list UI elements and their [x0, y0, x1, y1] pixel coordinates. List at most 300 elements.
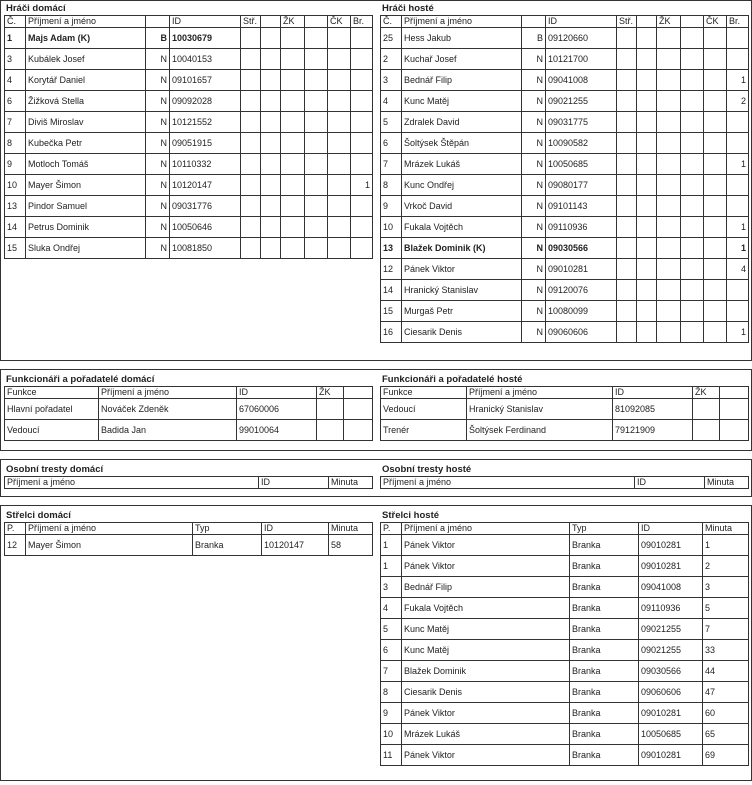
official-id: 79121909 — [613, 420, 693, 441]
substitution-cell — [241, 238, 261, 259]
substitution-cell — [617, 196, 637, 217]
yellow-card-cell — [305, 112, 328, 133]
player-row — [381, 280, 749, 301]
substitution-cell — [241, 70, 261, 91]
player-name: Hranický Stanislav — [402, 280, 522, 301]
column-header: Příjmení a jméno — [26, 523, 193, 535]
substitution-cell — [637, 112, 657, 133]
scorer-id: 09010281 — [639, 535, 703, 556]
player-number: 10 — [381, 217, 402, 238]
player-name: Korytář Daniel — [26, 70, 146, 91]
player-position: N — [522, 112, 546, 133]
scorer-name: Bednář Filip — [402, 577, 570, 598]
official-role: Hlavní pořadatel — [5, 399, 99, 420]
home-officials-panel — [4, 372, 372, 441]
scorer-id: 09060606 — [639, 682, 703, 703]
yellow-card-cell — [693, 420, 720, 441]
column-header: ID — [639, 523, 703, 535]
home-scorers-title: Střelci domácí — [6, 510, 71, 521]
red-card-cell — [704, 91, 727, 112]
away-players-panel — [380, 1, 748, 343]
player-number: 25 — [381, 28, 402, 49]
scorer-name: Pánek Viktor — [402, 556, 570, 577]
home-penalties-panel — [4, 462, 372, 489]
table-header-row — [5, 477, 373, 489]
red-card-cell — [704, 280, 727, 301]
player-name: Petrus Dominik — [26, 217, 146, 238]
player-name: Zdralek David — [402, 112, 522, 133]
home-players-table — [4, 15, 373, 259]
substitution-cell — [617, 238, 637, 259]
scorer-id: 09010281 — [639, 556, 703, 577]
substitution-cell — [637, 217, 657, 238]
player-name: Hess Jakub — [402, 28, 522, 49]
player-position: N — [522, 49, 546, 70]
player-row — [5, 196, 373, 217]
player-number: 4 — [5, 70, 26, 91]
away-officials-title: Funkcionáři a pořadatelé hosté — [382, 374, 523, 385]
player-number: 13 — [5, 196, 26, 217]
substitution-cell — [617, 133, 637, 154]
substitution-cell — [637, 280, 657, 301]
substitution-cell — [637, 154, 657, 175]
yellow-card-cell — [305, 154, 328, 175]
goals-cell: 1 — [727, 154, 749, 175]
table-header-row — [381, 477, 749, 489]
substitution-cell — [637, 301, 657, 322]
scorer-order: 1 — [381, 535, 402, 556]
column-header: ID — [259, 477, 329, 489]
substitution-cell — [617, 112, 637, 133]
home-penalties-table — [4, 476, 373, 489]
substitution-cell — [617, 259, 637, 280]
yellow-card-cell — [681, 196, 704, 217]
red-card-cell — [328, 175, 351, 196]
red-card-cell — [328, 49, 351, 70]
red-card-cell — [328, 112, 351, 133]
player-number: 15 — [381, 301, 402, 322]
substitution-cell — [241, 112, 261, 133]
substitution-cell — [241, 196, 261, 217]
player-id: 09101143 — [546, 196, 617, 217]
away-penalties-table — [380, 476, 749, 489]
yellow-card-cell — [681, 322, 704, 343]
player-name: Kubečka Petr — [26, 133, 146, 154]
scorer-minute: 58 — [329, 535, 373, 556]
player-number: 6 — [5, 91, 26, 112]
player-name: Kuchař Josef — [402, 49, 522, 70]
scorer-id: 09021255 — [639, 619, 703, 640]
player-name: Diviš Miroslav — [26, 112, 146, 133]
substitution-cell — [261, 28, 281, 49]
player-row — [381, 91, 749, 112]
player-id: 09021255 — [546, 91, 617, 112]
scorer-row — [381, 535, 749, 556]
goals-cell — [351, 70, 373, 91]
red-card-cell — [328, 91, 351, 112]
player-name: Ciesarik Denis — [402, 322, 522, 343]
yellow-card-cell — [657, 112, 681, 133]
scorer-row — [381, 661, 749, 682]
substitution-cell — [261, 70, 281, 91]
red-card-cell — [704, 49, 727, 70]
yellow-card-cell — [657, 238, 681, 259]
yellow-card-cell — [657, 196, 681, 217]
player-number: 14 — [5, 217, 26, 238]
scorer-row — [381, 703, 749, 724]
away-players-table — [380, 15, 749, 343]
substitution-cell — [617, 301, 637, 322]
substitution-cell — [617, 70, 637, 91]
scorer-minute: 5 — [703, 598, 749, 619]
substitution-cell — [637, 133, 657, 154]
column-header: ČK — [704, 16, 727, 28]
scorer-order: 12 — [5, 535, 26, 556]
yellow-card-cell — [281, 28, 305, 49]
player-row — [5, 238, 373, 259]
substitution-cell — [241, 49, 261, 70]
scorer-id: 09041008 — [639, 577, 703, 598]
player-name: Fukala Vojtěch — [402, 217, 522, 238]
yellow-card-cell — [681, 91, 704, 112]
player-id: 10121700 — [546, 49, 617, 70]
substitution-cell — [617, 322, 637, 343]
scorer-row — [381, 598, 749, 619]
yellow-card-cell — [281, 49, 305, 70]
yellow-card-cell — [305, 91, 328, 112]
player-position: N — [522, 238, 546, 259]
away-penalties-panel — [380, 462, 748, 489]
substitution-cell — [637, 259, 657, 280]
column-header — [146, 16, 170, 28]
scorer-row — [381, 577, 749, 598]
player-id: 09010281 — [546, 259, 617, 280]
official-row — [381, 420, 749, 441]
player-number: 8 — [381, 175, 402, 196]
substitution-cell — [261, 154, 281, 175]
player-position: N — [522, 259, 546, 280]
scorers-section — [0, 505, 752, 781]
substitution-cell — [241, 28, 261, 49]
red-card-cell — [704, 259, 727, 280]
column-header: ID — [237, 387, 317, 399]
red-card-cell — [704, 217, 727, 238]
red-card-cell — [704, 196, 727, 217]
scorer-type: Branka — [570, 598, 639, 619]
column-header: Minuta — [703, 523, 749, 535]
away-scorers-panel — [380, 508, 748, 766]
player-row — [381, 70, 749, 91]
red-card-cell — [328, 28, 351, 49]
scorer-id: 09010281 — [639, 745, 703, 766]
red-card-cell — [704, 70, 727, 91]
column-header: Typ — [570, 523, 639, 535]
player-row — [5, 28, 373, 49]
column-header: Příjmení a jméno — [99, 387, 237, 399]
substitution-cell — [637, 49, 657, 70]
column-header: Příjmení a jméno — [5, 477, 259, 489]
player-number: 15 — [5, 238, 26, 259]
home-players-panel — [4, 1, 372, 259]
scorer-order: 11 — [381, 745, 402, 766]
player-id: 09041008 — [546, 70, 617, 91]
table-header-row — [381, 16, 749, 28]
scorer-type: Branka — [570, 703, 639, 724]
player-position: N — [522, 91, 546, 112]
substitution-cell — [241, 133, 261, 154]
substitution-cell — [261, 49, 281, 70]
player-name: Žižková Stella — [26, 91, 146, 112]
substitution-cell — [637, 196, 657, 217]
home-officials-title: Funkcionáři a pořadatelé domácí — [6, 374, 155, 385]
scorer-order: 4 — [381, 598, 402, 619]
home-scorers-table — [4, 522, 373, 556]
scorer-minute: 3 — [703, 577, 749, 598]
official-id: 81092085 — [613, 399, 693, 420]
substitution-cell — [261, 175, 281, 196]
red-card-cell — [704, 112, 727, 133]
player-id: 09110936 — [546, 217, 617, 238]
yellow-card-cell — [681, 28, 704, 49]
yellow-card-cell — [305, 238, 328, 259]
substitution-cell — [261, 112, 281, 133]
player-name: Mayer Šimon — [26, 175, 146, 196]
yellow-card-cell — [281, 217, 305, 238]
column-header: Stř. — [241, 16, 261, 28]
official-id: 67060006 — [237, 399, 317, 420]
player-number: 13 — [381, 238, 402, 259]
yellow-card-cell — [657, 70, 681, 91]
scorer-order: 10 — [381, 724, 402, 745]
substitution-cell — [261, 133, 281, 154]
player-name: Pánek Viktor — [402, 259, 522, 280]
column-header: ŽK — [281, 16, 305, 28]
yellow-card-cell — [693, 399, 720, 420]
table-header-row — [5, 387, 373, 399]
player-position: N — [522, 322, 546, 343]
scorer-name: Kunc Matěj — [402, 640, 570, 661]
scorer-id: 10120147 — [262, 535, 329, 556]
scorer-minute: 44 — [703, 661, 749, 682]
yellow-card-cell — [681, 301, 704, 322]
scorer-type: Branka — [570, 724, 639, 745]
scorer-row — [381, 640, 749, 661]
player-id: 09120076 — [546, 280, 617, 301]
player-position: N — [522, 280, 546, 301]
goals-cell — [351, 133, 373, 154]
goals-cell — [351, 154, 373, 175]
yellow-card-cell — [281, 175, 305, 196]
substitution-cell — [241, 217, 261, 238]
substitution-cell — [617, 49, 637, 70]
red-card-cell — [704, 238, 727, 259]
column-header: Br. — [727, 16, 749, 28]
scorer-name: Pánek Viktor — [402, 745, 570, 766]
column-header: Příjmení a jméno — [402, 523, 570, 535]
substitution-cell — [637, 322, 657, 343]
away-officials-panel — [380, 372, 748, 441]
yellow-card-cell — [681, 280, 704, 301]
scorer-minute: 65 — [703, 724, 749, 745]
yellow-card-cell — [657, 259, 681, 280]
yellow-card-cell — [657, 322, 681, 343]
player-name: Kubálek Josef — [26, 49, 146, 70]
players-section — [0, 0, 752, 361]
player-name: Blažek Dominik (K) — [402, 238, 522, 259]
player-number: 1 — [5, 28, 26, 49]
red-card-cell — [328, 238, 351, 259]
scorer-type: Branka — [570, 619, 639, 640]
goals-cell — [351, 28, 373, 49]
yellow-card-cell — [281, 196, 305, 217]
column-header: ID — [613, 387, 693, 399]
player-row — [381, 154, 749, 175]
home-players-title: Hráči domácí — [6, 3, 66, 14]
player-row — [5, 70, 373, 91]
player-id: 09060606 — [546, 322, 617, 343]
player-id: 10110332 — [170, 154, 241, 175]
yellow-card-cell — [305, 133, 328, 154]
player-number: 6 — [381, 133, 402, 154]
yellow-card-cell — [305, 28, 328, 49]
yellow-card-cell — [720, 399, 749, 420]
column-header: Funkce — [381, 387, 467, 399]
column-header — [261, 16, 281, 28]
column-header — [681, 16, 704, 28]
player-position: N — [522, 154, 546, 175]
goals-cell: 1 — [351, 175, 373, 196]
column-header: ID — [262, 523, 329, 535]
scorer-id: 09010281 — [639, 703, 703, 724]
column-header: Příjmení a jméno — [381, 477, 635, 489]
yellow-card-cell — [657, 154, 681, 175]
away-scorers-table — [380, 522, 749, 766]
player-number: 9 — [5, 154, 26, 175]
column-header: ID — [546, 16, 617, 28]
substitution-cell — [241, 91, 261, 112]
player-id: 09031776 — [170, 196, 241, 217]
scorer-id: 09021255 — [639, 640, 703, 661]
player-id: 10080099 — [546, 301, 617, 322]
column-header — [305, 16, 328, 28]
player-id: 10121552 — [170, 112, 241, 133]
substitution-cell — [637, 238, 657, 259]
red-card-cell — [328, 196, 351, 217]
player-row — [381, 238, 749, 259]
column-header: P. — [381, 523, 402, 535]
yellow-card-cell — [681, 259, 704, 280]
scorer-minute: 7 — [703, 619, 749, 640]
goals-cell — [727, 301, 749, 322]
player-id: 09092028 — [170, 91, 241, 112]
scorer-row — [381, 556, 749, 577]
scorer-type: Branka — [570, 661, 639, 682]
column-header: Minuta — [705, 477, 749, 489]
official-role: Vedoucí — [381, 399, 467, 420]
goals-cell — [351, 238, 373, 259]
player-number: 8 — [5, 133, 26, 154]
yellow-card-cell — [681, 154, 704, 175]
scorer-type: Branka — [570, 640, 639, 661]
home-scorers-panel — [4, 508, 372, 556]
player-position: N — [146, 91, 170, 112]
player-name: Kunc Ondřej — [402, 175, 522, 196]
scorer-order: 6 — [381, 640, 402, 661]
yellow-card-cell — [720, 420, 749, 441]
scorer-id: 09110936 — [639, 598, 703, 619]
column-header: Příjmení a jméno — [26, 16, 146, 28]
column-header: ŽK — [317, 387, 344, 399]
player-position: N — [522, 217, 546, 238]
player-position: N — [146, 154, 170, 175]
player-row — [5, 91, 373, 112]
player-row — [5, 217, 373, 238]
yellow-card-cell — [657, 133, 681, 154]
goals-cell — [727, 280, 749, 301]
scorer-row — [5, 535, 373, 556]
scorer-minute: 69 — [703, 745, 749, 766]
yellow-card-cell — [305, 49, 328, 70]
scorer-type: Branka — [570, 745, 639, 766]
player-number: 16 — [381, 322, 402, 343]
goals-cell — [727, 133, 749, 154]
player-position: B — [146, 28, 170, 49]
yellow-card-cell — [657, 280, 681, 301]
goals-cell: 1 — [727, 217, 749, 238]
red-card-cell — [704, 175, 727, 196]
yellow-card-cell — [681, 49, 704, 70]
away-officials-table — [380, 386, 749, 441]
column-header: Stř. — [617, 16, 637, 28]
yellow-card-cell — [681, 217, 704, 238]
player-position: N — [522, 175, 546, 196]
red-card-cell — [328, 70, 351, 91]
player-position: N — [146, 217, 170, 238]
goals-cell — [351, 49, 373, 70]
column-header — [522, 16, 546, 28]
column-header: Minuta — [329, 477, 373, 489]
player-position: N — [146, 112, 170, 133]
yellow-card-cell — [305, 217, 328, 238]
penalties-section — [0, 459, 752, 497]
substitution-cell — [241, 175, 261, 196]
player-id: 09051915 — [170, 133, 241, 154]
yellow-card-cell — [305, 196, 328, 217]
player-id: 09031775 — [546, 112, 617, 133]
yellow-card-cell — [681, 238, 704, 259]
home-officials-table — [4, 386, 373, 441]
player-id: 10030679 — [170, 28, 241, 49]
goals-cell — [727, 28, 749, 49]
yellow-card-cell — [281, 154, 305, 175]
player-name: Šoltýsek Štěpán — [402, 133, 522, 154]
goals-cell: 1 — [727, 322, 749, 343]
column-header — [720, 387, 749, 399]
scorer-name: Fukala Vojtěch — [402, 598, 570, 619]
away-scorers-title: Střelci hosté — [382, 510, 440, 521]
player-number: 12 — [381, 259, 402, 280]
player-number: 5 — [381, 112, 402, 133]
player-name: Murgaš Petr — [402, 301, 522, 322]
player-id: 09120660 — [546, 28, 617, 49]
player-id: 10050646 — [170, 217, 241, 238]
column-header: Funkce — [5, 387, 99, 399]
scorer-minute: 47 — [703, 682, 749, 703]
player-position: N — [146, 196, 170, 217]
player-number: 3 — [381, 70, 402, 91]
player-number: 2 — [381, 49, 402, 70]
goals-cell — [351, 91, 373, 112]
